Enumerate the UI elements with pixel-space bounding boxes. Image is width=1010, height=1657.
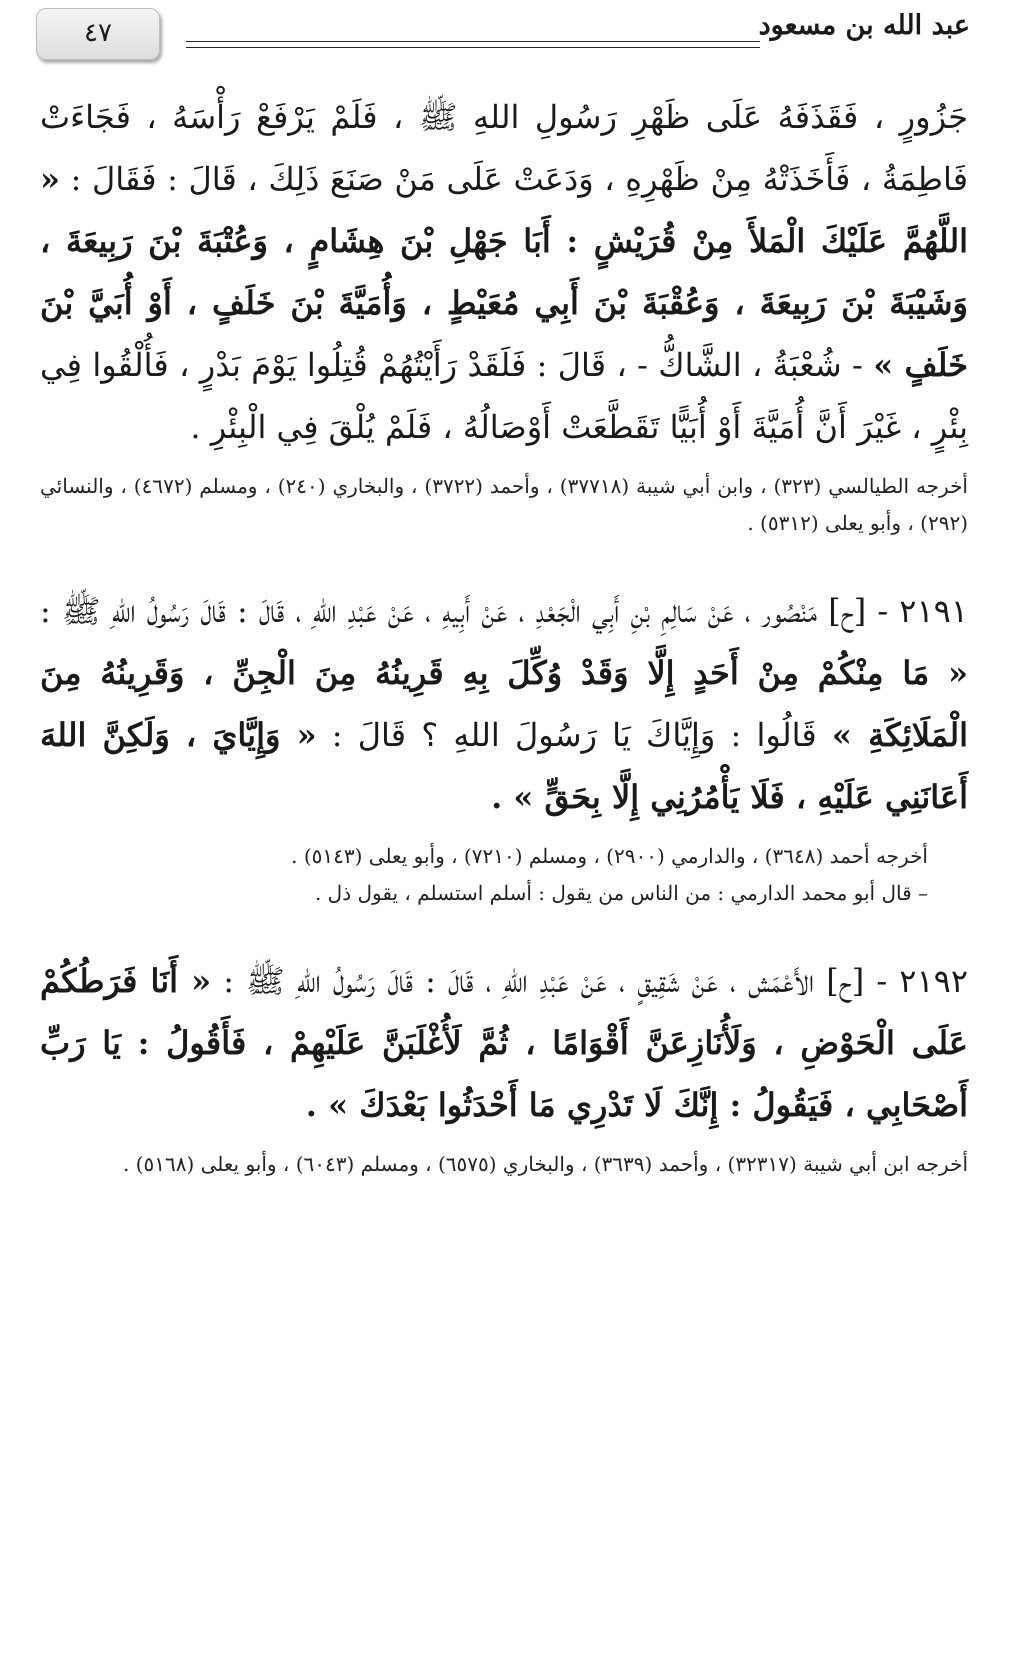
commentary-note: – قال أبو محمد الدارمي : من الناس من يقول : أسلم استسلم ، يقول ذل . — [314, 881, 928, 905]
hadith-2192 — [40, 950, 968, 1136]
prophetic-saying: « مَا مِنْكُمْ مِنْ أَحَدٍ إِلَّا وَقَدْ وُكِّلَ بِهِ قَرِينُهُ مِنَ الْجِنِّ ، وَقَرِينُهُ مِنَ الْمَلَائِكَةِ » — [40, 654, 969, 754]
takhrij-note: أخرجه ابن أبي شيبة (٣٢٣١٧) ، وأحمد (٣٦٣٩) ، والبخاري (٦٥٧٥) ، ومسلم (٦٠٤٣) ، وأبو يعلى (٥١٦٨) . — [122, 1152, 968, 1176]
hadith-number: ٢١٩١ - [ح] — [828, 592, 969, 630]
hadith-text: - شُعْبَةُ ، الشَّاكُّ - ، قَالَ : فَلَقَدْ رَأَيْتُهُمْ قُتِلُوا يَوْمَ بَدْرٍ ، فَأُلْقُوا فِي بِئْرٍ ، غَيْرَ أَنَّ أُمَيَّةَ أَوْ أُبَيًّا تَقَطَّعَتْ أَوْصَالُهُ ، فَلَمْ يُلْقَ فِي الْبِئْرِ . — [40, 346, 968, 446]
header-rule — [186, 41, 760, 42]
isnad-text: الأَعْمَش ، عَنْ شَقِيقٍ ، عَنْ عَبْدِ اللهِ ، قَالَ : قَالَ رَسُولُ اللهِ ﷺ : — [223, 962, 815, 1000]
hadith-text: جَزُورٍ ، فَقَذَفَهُ عَلَى ظَهْرِ رَسُولِ اللهِ ﷺ ، فَلَمْ يَرْفَعْ رَأْسَهُ ، فَجَاءَتْ فَاطِمَةُ ، فَأَخَذَتْهُ مِنْ ظَهْرِهِ ، وَدَعَتْ عَلَى مَنْ صَنَعَ ذَلِكَ ، قَالَ : فَقَالَ : — [40, 98, 969, 198]
isnad-text: مَنْصُور ، عَنْ سَالِمِ بْنِ أَبِي الْجَعْدِ ، عَنْ أَبِيهِ ، عَنْ عَبْدِ اللهِ ، قَالَ : قَالَ رَسُولُ اللهِ ﷺ : — [40, 592, 818, 630]
takhrij-note: أخرجه الطيالسي (٣٢٣) ، وابن أبي شيبة (٣٧٧١٨) ، وأحمد (٣٧٢٢) ، والبخاري (٢٤٠) ، ومسلم (٤٦٧٢) ، والنسائي (٢٩٢) ، وأبو يعلى (٥٣١٢) . — [40, 474, 968, 535]
hadith-text: قَالُوا : وَإِيَّاكَ يَا رَسُولَ اللهِ ؟ قَالَ : — [331, 716, 817, 754]
prophetic-saying: « أَنَا فَرَطُكُمْ عَلَى الْحَوْضِ ، وَلَأُنَازِعَنَّ أَقْوَامًا ، ثُمَّ لَأُغْلَبَنَّ عَلَيْهِمْ ، فَأَقُولُ : يَا رَبِّ أَصْحَابِي ، فَيَقُولُ : إِنَّكَ لَا تَدْرِي مَا أَحْدَثُوا بَعْدَكَ » . — [40, 962, 968, 1124]
page-body — [40, 86, 968, 1183]
page-number-badge: ٤٧ — [36, 8, 160, 60]
hadith-number: ٢١٩٢ - [ح] — [826, 962, 969, 1000]
prophetic-saying: « اللَّهُمَّ عَلَيْكَ الْمَلأَ مِنْ قُرَيْشٍ : أَبَا جَهْلِ بْنَ هِشَامٍ ، وَعُتْبَةَ بْنَ رَبِيعَةَ ، وَشَيْبَةَ بْنَ رَبِيعَةَ ، وَعُقْبَةَ بْنَ أَبِي مُعَيْطٍ ، وَأُمَيَّةَ بْنَ خَلَفٍ ، أَوْ أُبَيَّ بْنَ خَلَفٍ » — [40, 160, 969, 384]
header-rule — [186, 47, 760, 48]
page-header — [36, 8, 970, 64]
takhrij-note: أخرجه أحمد (٣٦٤٨) ، والدارمي (٢٩٠٠) ، ومسلم (٧٢١٠) ، وأبو يعلى (٥١٤٣) . — [291, 844, 928, 868]
running-title: عبد الله بن مسعود — [758, 10, 970, 41]
hadith-2191 — [40, 580, 968, 828]
prophetic-saying: « وَإِيَّايَ ، وَلَكِنَّ اللهَ أَعَانَنِي عَلَيْهِ ، فَلَا يَأْمُرُنِي إِلَّا بِحَقٍّ » . — [40, 716, 968, 816]
hadith-paragraph — [40, 86, 968, 458]
